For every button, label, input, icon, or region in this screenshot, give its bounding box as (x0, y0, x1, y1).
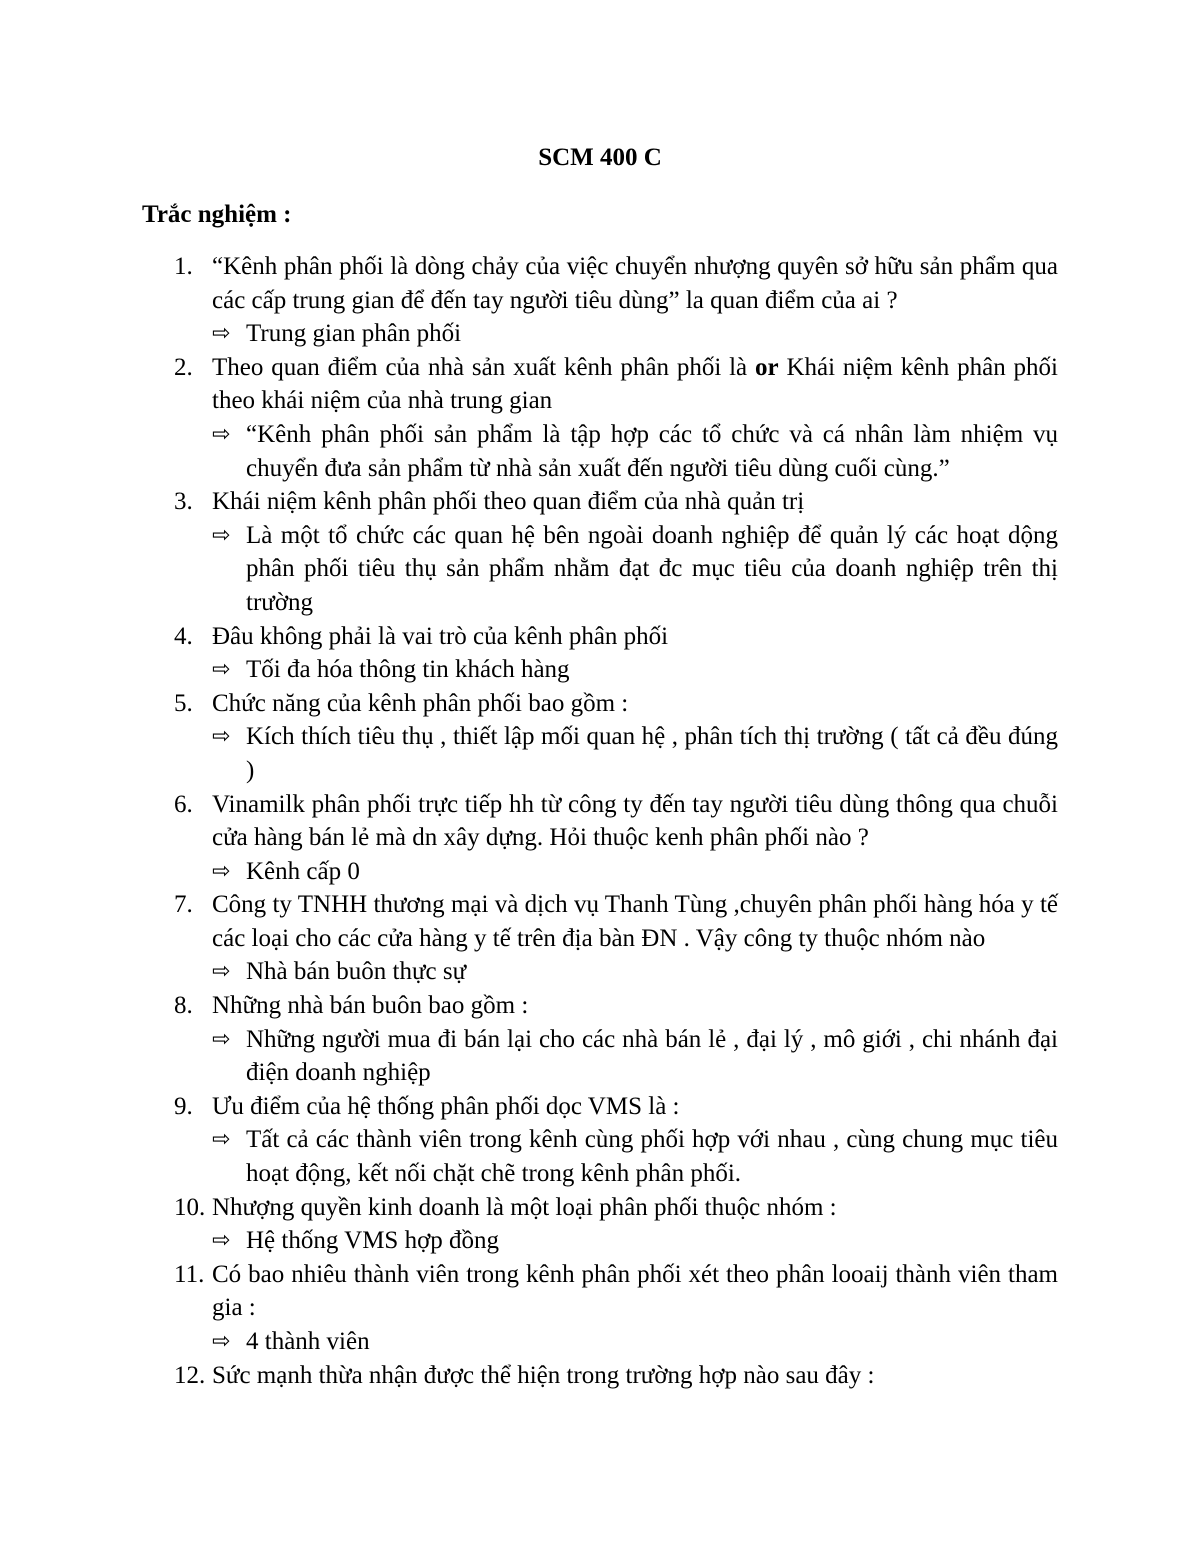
answer (212, 1123, 1058, 1190)
answer-text: “Kênh phân phối sản phẩm là tập hợp các tổ chức và cá nhân làm nhiệm vụ chuyển đưa sản phẩm từ nhà sản xuất đến người tiêu dùng cuối cùng.” (246, 420, 1058, 482)
arrow-right-icon: ⇨ (212, 724, 231, 750)
list-item (0, 1090, 1200, 1191)
answer (212, 317, 1058, 351)
question-text-part: Theo quan điểm của nhà sản xuất kênh phân phối là (212, 353, 748, 381)
answer-text: Tất cả các thành viên trong kênh cùng phối hợp với nhau , cùng chung mục tiêu hoạt động, kết nối chặt chẽ trong kênh phân phối. (246, 1126, 1058, 1188)
question-text: Những nhà bán buôn bao gồm : (212, 992, 529, 1020)
question-list (0, 250, 1200, 1392)
answer-text: Những người mua đi bán lại cho các nhà bán lẻ , đại lý , mô giới , chi nhánh đại điện doanh nghiệp (246, 1025, 1058, 1087)
question-text: Sức mạnh thừa nhận được thể hiện trong trường hợp nào sau đây : (212, 1361, 875, 1389)
list-item (0, 351, 1200, 485)
question-text: Vinamilk phân phối trực tiếp hh từ công ty đến tay người tiêu dùng thông qua chuỗi cửa hàng bán lẻ mà dn xây dựng. Hỏi thuộc kenh phân phối nào ? (212, 790, 1058, 852)
answer (212, 720, 1058, 787)
arrow-right-icon: ⇨ (212, 1329, 231, 1354)
arrow-right-icon: ⇨ (212, 421, 231, 447)
answer-text: Kích thích tiêu thụ , thiết lập mối quan hệ , phân tích thị trường ( tất cả đều đúng ) (246, 723, 1058, 784)
question-number: 7. (174, 891, 193, 919)
list-item (0, 788, 1200, 889)
question-text: Ưu điểm của hệ thống phân phối dọc VMS là : (212, 1092, 680, 1120)
list-item (0, 485, 1200, 619)
question-number: 6. (174, 790, 193, 818)
list-item (0, 1191, 1200, 1258)
list-item (0, 1359, 1200, 1393)
list-item (0, 989, 1200, 1090)
question-number: 5. (174, 689, 193, 717)
question-number: 9. (174, 1092, 193, 1120)
answer-text: Trung gian phân phối (246, 320, 462, 348)
arrow-right-icon: ⇨ (212, 858, 231, 884)
section-heading: Trắc nghiệm : (142, 201, 292, 228)
question-number: 4. (174, 622, 193, 650)
arrow-right-icon: ⇨ (212, 1228, 231, 1254)
question-text: Có bao nhiêu thành viên trong kênh phân phối xét theo phân looaij thành viên tham gia : (212, 1260, 1058, 1322)
question-number: 12. (174, 1361, 206, 1389)
question-number: 1. (174, 253, 193, 280)
answer (212, 1023, 1058, 1090)
answer (212, 418, 1058, 485)
list-item (0, 620, 1200, 687)
answer (212, 855, 1058, 889)
answer-text: Tối đa hóa thông tin khách hàng (246, 656, 570, 684)
answer-text: Hệ thống VMS hợp đồng (246, 1227, 500, 1255)
answer-text: Là một tổ chức các quan hệ bên ngoài doanh nghiệp để quản lý các hoạt dộng phân phối tiêu thụ sản phẩm nhằm đạt đc mục tiêu của doanh nghiệp trên thị trường (246, 521, 1058, 616)
question-number: 2. (174, 353, 193, 381)
question-text: Đâu không phải là vai trò của kênh phân phối (212, 622, 669, 650)
list-item (0, 1258, 1200, 1359)
answer-text: 4 thành viên (246, 1328, 370, 1355)
list-item (0, 888, 1200, 989)
question-number: 3. (174, 488, 193, 516)
arrow-right-icon: ⇨ (212, 522, 231, 548)
arrow-right-icon: ⇨ (212, 1127, 231, 1153)
question-number: 10. (174, 1193, 206, 1221)
question-number: 8. (174, 992, 193, 1020)
or-keyword: or (754, 353, 779, 381)
arrow-right-icon: ⇨ (212, 321, 231, 347)
question-text (212, 351, 1058, 418)
list-item (0, 250, 1200, 351)
answer (212, 1325, 1058, 1359)
question-text: Công ty TNHH thương mại và dịch vụ Thanh Tùng ,chuyên phân phối hàng hóa y tế các loại cho các cửa hàng y tế trên địa bàn ĐN . Vậy công ty thuộc nhóm nào (212, 891, 1058, 952)
answer-text: Nhà bán buôn thực sự (246, 958, 467, 986)
list-item (0, 687, 1200, 788)
answer (212, 653, 1058, 687)
question-text: Chức năng của kênh phân phối bao gồm : (212, 689, 629, 717)
question-text: Khái niệm kênh phân phối theo quan điểm của nhà quản trị (212, 488, 805, 516)
answer (212, 955, 1058, 989)
question-number: 11. (174, 1260, 205, 1288)
arrow-right-icon: ⇨ (212, 959, 231, 985)
answer (212, 1224, 1058, 1258)
answer (212, 519, 1058, 620)
question-text-part: Khái niệm kênh phân phối theo khái niệm của nhà trung gian (212, 353, 1058, 415)
document-title: SCM 400 C (538, 144, 662, 171)
arrow-right-icon: ⇨ (212, 1026, 231, 1052)
arrow-right-icon: ⇨ (212, 657, 231, 683)
question-text: Nhượng quyền kinh doanh là một loại phân phối thuộc nhóm : (212, 1193, 837, 1221)
question-text: “Kênh phân phối là dòng chảy của việc chuyển nhượng quyên sở hữu sản phẩm qua các cấp trung gian để đến tay người tiêu dùng” la quan điểm của ai ? (212, 253, 1058, 314)
answer-text: Kênh cấp 0 (246, 857, 360, 885)
